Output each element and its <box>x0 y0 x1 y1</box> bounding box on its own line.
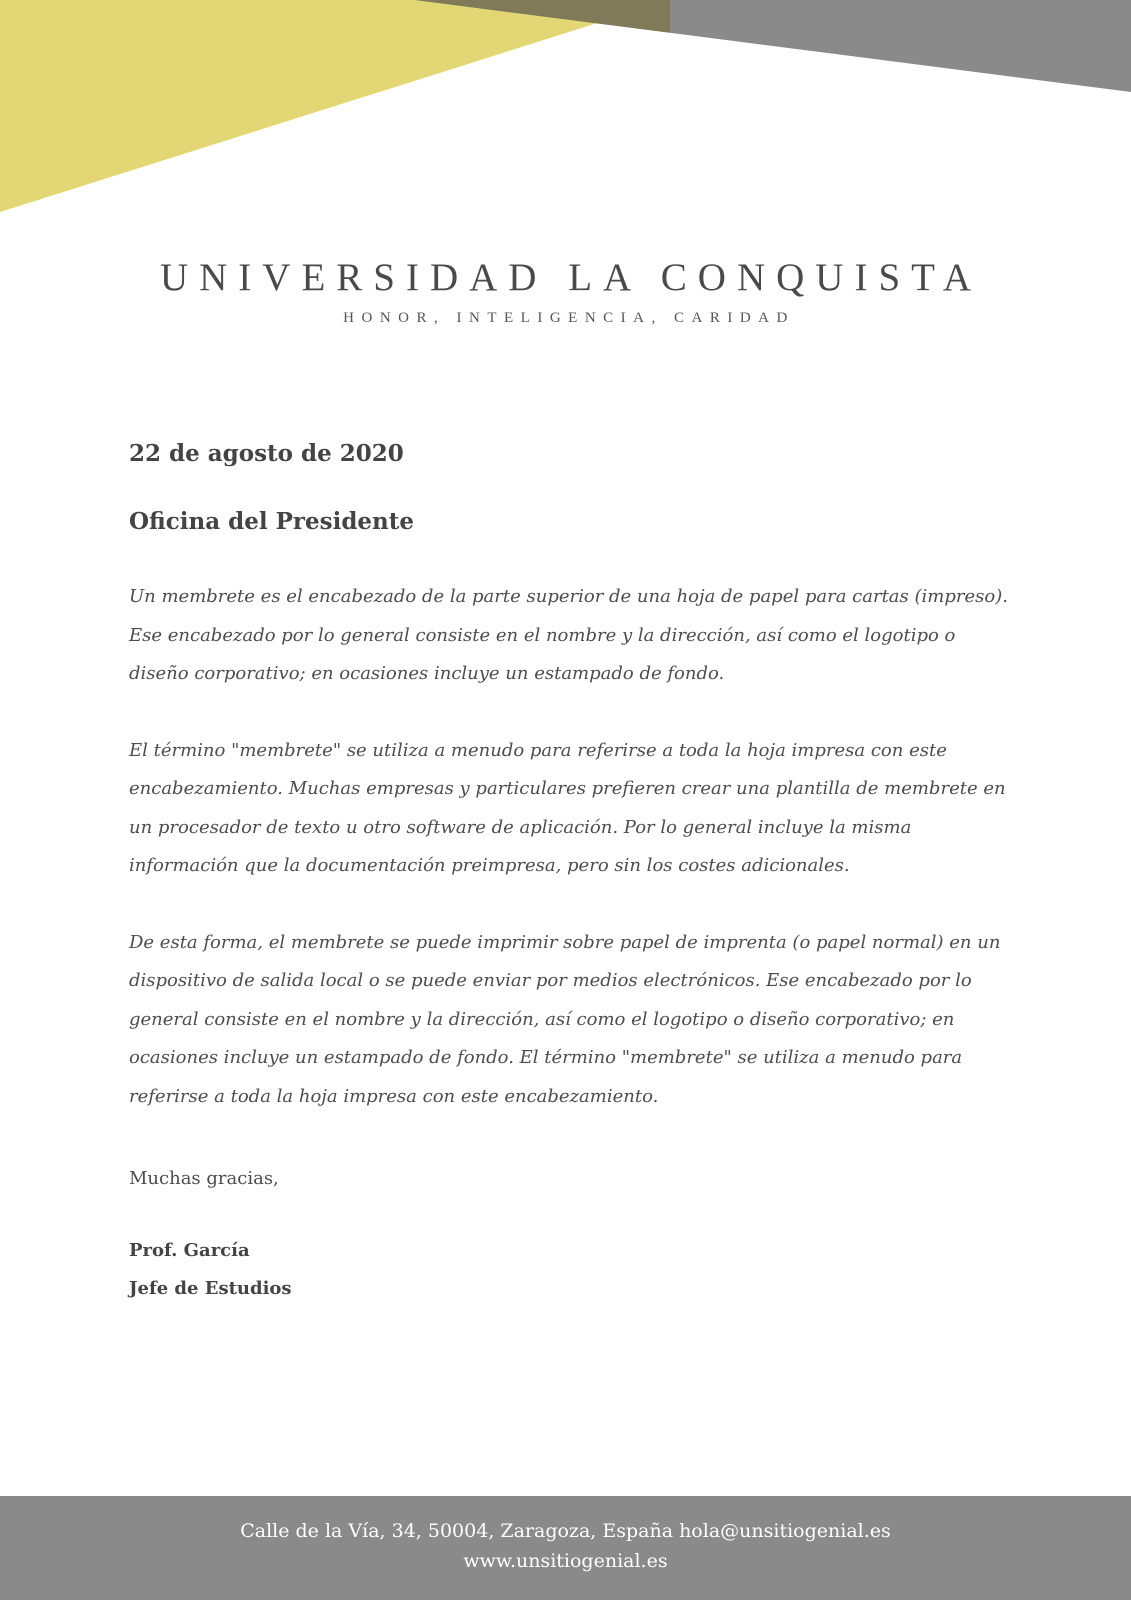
letterhead <box>0 255 1131 327</box>
paragraph-2: El término "membrete" se utiliza a menudo para referirse a toda la hoja impresa con este encabezamiento. Muchas empresas y particulares prefieren crear una plantilla de membrete en un procesador de texto u otro software de aplicación. Por lo general incluye la misma información que la documentación preimpresa, pero sin los costes adicionales. <box>129 739 1006 876</box>
letter-date: 22 de agosto de 2020 <box>129 440 404 467</box>
footer-bar <box>0 1496 1131 1600</box>
footer-address: Calle de la Vía, 34, 50004, Zaragoza, España hola@unsitiogenial.es <box>240 1520 891 1542</box>
paragraph-3: De esta forma, el membrete se puede imprimir sobre papel de imprenta (o papel normal) en un dispositivo de salida local o se puede enviar por medios electrónicos. Ese encabezado por lo general consiste en el nombre y la dirección, así como el logotipo o diseño corporativo; en ocasiones incluye un estampado de fondo. El término "membrete" se utiliza a menudo para referirse a toda la hoja impresa con este encabezamiento. <box>129 931 1001 1107</box>
letter-closing: Muchas gracias, <box>129 1168 279 1189</box>
signature-block <box>129 1232 1009 1308</box>
yellow-triangle <box>0 0 670 212</box>
header-decoration <box>0 0 1131 220</box>
letter-body <box>129 434 1009 1308</box>
paragraph-1: Un membrete es el encabezado de la parte superior de una hoja de papel para cartas (impreso). Ese encabezado por lo general consiste en el nombre y la dirección, así como el logotipo o diseño corporativo; en ocasiones incluye un estampado de fondo. <box>129 586 1008 684</box>
letter-office: Oficina del Presidente <box>129 508 415 535</box>
footer-website: www.unsitiogenial.es <box>463 1550 668 1572</box>
signer-title: Jefe de Estudios <box>129 1278 292 1299</box>
org-motto: HONOR, INTELIGENCIA, CARIDAD <box>343 310 795 326</box>
org-name: UNIVERSIDAD LA CONQUISTA <box>159 256 983 299</box>
signer-name: Prof. García <box>129 1240 250 1261</box>
